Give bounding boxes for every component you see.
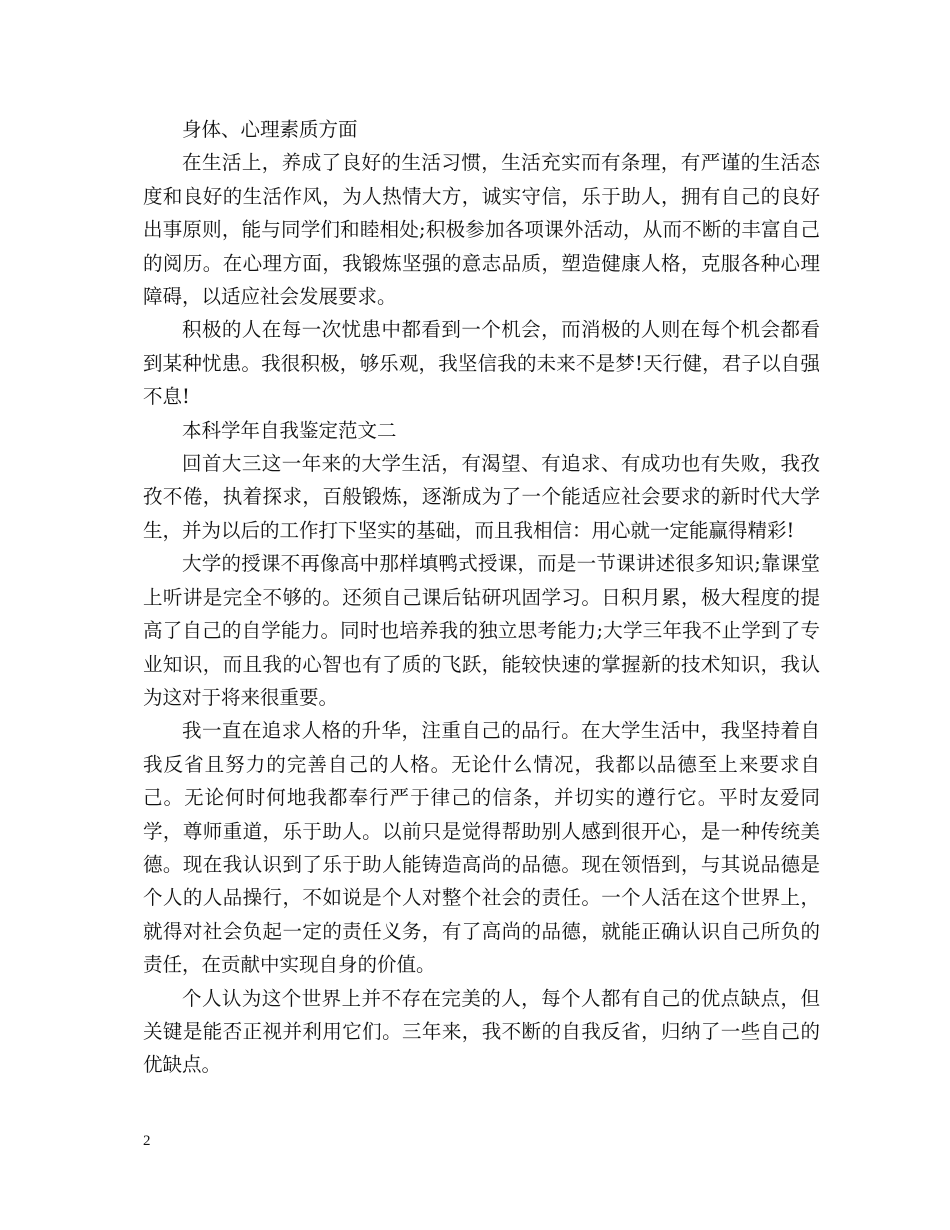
section-heading-example-two: 本科学年自我鉴定范文二: [182, 418, 397, 442]
paragraph-life-habits: 在生活上，养成了良好的生活习惯，生活充实而有条理，有严谨的生活态度和良好的生活作风，为人热情大方，诚实守信，乐于助人，拥有自己的良好出事原则，能与同学们和睦相处;积极参加各项课外活动，从而不断的丰富自己的阅历。在心理方面，我锻炼坚强的意志品质，塑造健康人格，克服各种心理障碍，以适应社会发展要求。: [143, 151, 820, 309]
page-number: 2: [143, 1133, 151, 1149]
paragraph-self-study: 大学的授课不再像高中那样填鸭式授课，而是一节课讲述很多知识;靠课堂上听讲是完全不够的。还须自己课后钻研巩固学习。日积月累，极大程度的提高了自己的自学能力。同时也培养我的独立思考能力;大学三年我不止学到了专业知识，而且我的心智也有了质的飞跃，能较快速的掌握新的技术知识，我认为这对于将来很重要。: [143, 552, 820, 709]
paragraph-strengths-weaknesses: 个人认为这个世界上并不存在完美的人，每个人都有自己的优点缺点，但关键是能否正视并利用它们。三年来，我不断的自我反省，归纳了一些自己的优缺点。: [143, 986, 820, 1077]
paragraph-junior-year-review: 回首大三这一年来的大学生活，有渴望、有追求、有成功也有失败，我孜孜不倦，执着探求，百般锻炼，逐渐成为了一个能适应社会要求的新时代大学生，并为以后的工作打下坚实的基础，而且我相信：用心就一定能赢得精彩!: [143, 452, 820, 542]
section-heading-physical-mental: 身体、心理素质方面: [182, 118, 358, 141]
paragraph-optimism: 积极的人在每一次忧患中都看到一个机会，而消极的人则在每个机会都看到某种忧患。我很积极，够乐观，我坚信我的未来不是梦!天行健，君子以自强不息!: [143, 318, 820, 409]
document-body: [143, 113, 820, 1082]
paragraph-character: 我一直在追求人格的升华，注重自己的品行。在大学生活中，我坚持着自我反省且努力的完善自己的人格。无论什么情况，我都以品德至上来要求自己。无论何时何地我都奉行严于律己的信条，并切实的遵行它。平时友爱同学，尊师重道，乐于助人。以前只是觉得帮助别人感到很开心，是一种传统美德。现在我认识到了乐于助人能铸造高尚的品德。现在领悟到，与其说品德是个人的人品操行，不如说是个人对整个社会的责任。一个人活在这个世界上，就得对社会负起一定的责任义务，有了高尚的品德，就能正确认识自己所负的责任，在贡献中实现自身的价值。: [143, 719, 820, 977]
